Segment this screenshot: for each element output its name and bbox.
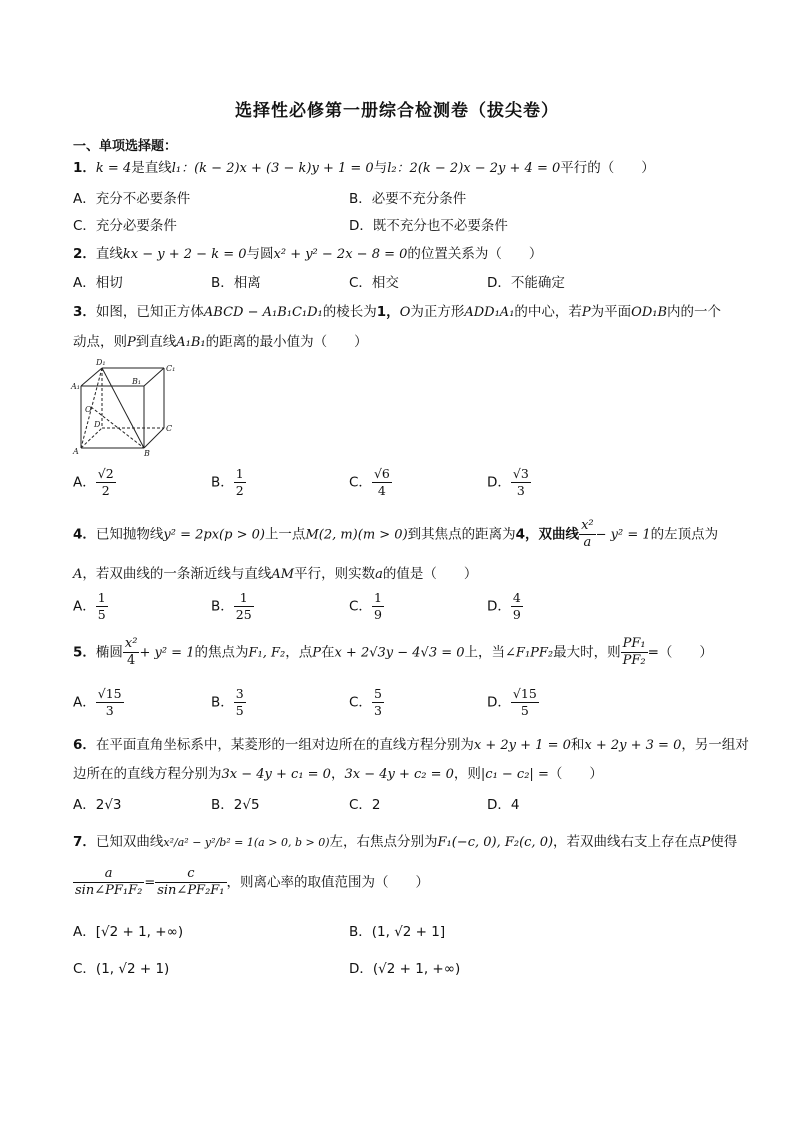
numerator: 1 [97,590,106,605]
math: A₁B₁ [176,335,206,350]
fraction [511,686,539,719]
option-c: C．充分必要条件 [73,218,177,234]
fraction [123,636,140,669]
option-d: D．4 [487,797,520,813]
numerator: 5 [373,686,382,701]
denominator: 3 [105,703,114,718]
label-d1: D₁ [96,358,106,367]
denominator: 9 [373,607,382,622]
numerator: √15 [512,686,537,701]
option-a [73,686,124,719]
text: 内的一个 [667,304,722,320]
text: ，点 [285,644,313,661]
text: 与圆 [246,246,274,262]
text: 的值是（ ） [382,566,478,582]
question-number: 3． [73,304,96,320]
math: ∠F₁PF₂ [505,645,554,661]
option-b: B．(1, √2 + 1] [349,924,446,940]
denominator: 5 [235,703,244,718]
option-label: B． [211,598,234,615]
option-a [73,590,108,623]
text: 与 [373,160,388,176]
fraction [155,866,226,899]
fraction [234,686,246,719]
option-label: A． [73,474,96,491]
text: 到其焦点的距离为 [407,526,516,543]
option-a [73,466,116,499]
denominator: 9 [512,607,521,622]
text: 为平面 [590,304,632,320]
option-d [487,590,523,623]
text: ，另一组对 [681,737,749,753]
math: P [312,645,321,661]
numerator: 3 [235,686,244,701]
denominator: 25 [235,607,252,622]
label-d: D [94,420,101,429]
text: 平行的（ ） [560,160,655,176]
label-a1: A₁ [71,382,80,391]
math: O [399,305,411,320]
numerator: a [73,866,144,883]
text: 的中心，若 [514,304,582,320]
fraction [511,590,523,623]
text: 上一点 [264,526,306,543]
question-7-stem-line2 [73,866,429,899]
math: OD₁B [631,305,668,320]
denominator: sin∠PF₂F₁ [157,883,225,898]
math: |c₁ − c₂| = [480,767,549,782]
text: 的焦点为 [194,644,249,661]
option-c: C．相交 [349,275,399,291]
math: ABCD − A₁B₁C₁D₁ [203,305,323,320]
math: P [581,305,591,320]
fraction [73,866,144,899]
question-6-stem-line2 [73,762,603,782]
fraction [372,466,392,499]
text: 是直线 [131,160,172,176]
numerator: 1 [373,590,382,605]
math: l₁：(k − 2)x + (3 − k)y + 1 = 0 [171,161,374,176]
option-label: C． [349,694,372,711]
text: =（ ） [647,644,713,661]
option-label: B． [211,694,234,711]
question-1-stem [73,156,655,176]
text: 直线 [95,246,123,262]
option-label: D． [487,474,511,491]
fraction [511,466,531,499]
option-c: C．(1, √2 + 1) [73,961,170,977]
math: x + 2y + 1 = 0 [473,738,571,753]
numerator: √3 [512,466,529,481]
label-b: B [144,449,150,458]
question-7-stem-line1 [73,830,737,850]
option-c [349,466,392,499]
text: 使得 [710,834,738,850]
text: 最大时，则 [553,644,621,661]
question-number: 1． [73,160,96,176]
math: + y² = 1 [139,645,195,661]
question-4-stem-line1 [73,518,718,551]
denominator: PF₂ [622,653,646,668]
text: （ ） [548,766,603,782]
numerator: √2 [97,466,114,481]
label-b1: B₁ [132,377,142,386]
option-label: D． [487,598,511,615]
text: 如图，已知正方体 [95,304,204,320]
math: F₁, F₂ [248,645,286,661]
option-label: A． [73,598,96,615]
math: a [375,567,383,582]
math: − y² = 1 [595,527,651,543]
fraction [372,686,384,719]
denominator: 4 [127,653,136,668]
numerator: 1 [234,590,254,607]
fraction [579,518,596,551]
option-a: A．[√2 + 1, +∞) [73,924,184,940]
option-label: C． [349,598,372,615]
text: ，则离心率的取值范围为（ ） [226,874,430,891]
fraction [96,590,108,623]
question-3-stem-line2 [73,330,368,350]
option-b: B．2√5 [211,797,260,813]
option-d [487,466,531,499]
option-d [487,686,539,719]
question-4-stem-line2 [73,562,477,582]
fraction [621,636,648,669]
option-b [211,686,246,719]
denominator: 2 [101,483,110,498]
math: 3x − 4y + c₁ = 0 [221,767,331,782]
option-b [211,590,254,623]
math: l₂：2(k − 2)x − 2y + 4 = 0 [387,161,561,176]
denominator: a [583,535,592,550]
option-label: A． [73,694,96,711]
text: 在平面直角坐标系中，某菱形的一组对边所在的直线方程分别为 [95,737,474,753]
math: x + 2√3y − 4√3 = 0 [334,645,465,661]
equals: = [144,875,156,891]
text: 在 [320,644,335,661]
label-o: O [85,405,92,414]
math: ADD₁A₁ [464,305,515,320]
text: 上，当 [464,644,506,661]
text: 边所在的直线方程分别为 [73,766,222,782]
text: ，则 [453,766,481,782]
option-c [349,590,384,623]
option-label: B． [211,474,234,491]
page-title: 选择性必修第一册综合检测卷（拔尖卷） [235,101,559,121]
math: y² = 2px(p > 0) [163,527,265,543]
option-c: C．2 [349,797,381,813]
text: 平行，则实数 [294,566,376,582]
denominator: sin∠PF₁F₂ [75,883,143,898]
section-heading: 一、单项选择题： [73,139,178,154]
label-a: A [73,447,79,456]
question-number: 7． [73,834,96,850]
label-c: C [166,424,173,433]
option-a: A．2√3 [73,797,122,813]
numerator: √6 [373,466,390,481]
denominator: 3 [516,483,525,498]
math: x + 2y + 3 = 0 [584,738,682,753]
text: 椭圆 [95,644,123,661]
denominator: 2 [235,483,244,498]
math: P [127,335,136,350]
denominator: 4 [377,483,386,498]
text: ， [330,766,345,782]
text: 的距离的最小值为（ ） [205,334,368,350]
math: x²/a² − y²/b² = 1(a > 0, b > 0) [163,836,330,849]
math: A [73,567,83,582]
question-3-stem-line1 [73,300,721,320]
text: 4，双曲线 [515,526,580,543]
option-a: A．相切 [73,275,123,291]
denominator: 5 [97,607,106,622]
text: ，若双曲线右支上存在点 [553,834,702,850]
question-2-stem [73,242,542,262]
question-number: 2． [73,246,96,262]
option-b: B．必要不充分条件 [349,191,467,207]
math: k = 4 [95,161,132,176]
numerator: √15 [97,686,122,701]
fraction [96,466,116,499]
denominator: 5 [520,703,529,718]
text: 到直线 [135,334,177,350]
math: x² + y² − 2x − 8 = 0 [273,247,408,262]
fraction [234,466,246,499]
text: 的左顶点为 [650,526,719,543]
option-d: D．(√2 + 1, +∞) [349,961,461,977]
option-label: D． [487,694,511,711]
numerator: 1 [235,466,244,481]
text: 动点，则 [73,334,127,350]
math: F₁(−c, 0), F₂(c, 0) [437,835,554,850]
text: 的棱长为 [322,304,377,320]
question-number: 4． [73,526,96,543]
text: 的位置关系为（ ） [407,246,543,262]
numerator: 4 [512,590,521,605]
label-c1: C₁ [166,364,176,373]
numerator: x² [581,518,594,533]
numerator: x² [124,636,138,651]
text: 和 [570,737,585,753]
fraction [372,590,384,623]
option-label: C． [349,474,372,491]
math: 3x − 4y + c₂ = 0 [344,767,454,782]
option-c [349,686,384,719]
option-d: D．不能确定 [487,275,565,291]
option-d: D．既不充分也不必要条件 [349,218,508,234]
text: 左，右焦点分别为 [329,834,438,850]
numerator: c [155,866,226,883]
text: 已知抛物线 [95,526,164,543]
math: AM [271,567,295,582]
text: 1， [376,304,400,320]
text: 为正方形 [410,304,465,320]
option-a: A．充分不必要条件 [73,191,191,207]
question-6-stem-line1 [73,733,749,753]
option-b: B．相离 [211,275,261,291]
math: M(2, m)(m > 0) [305,527,408,543]
question-number: 6． [73,737,96,753]
fraction [234,590,254,623]
numerator: PF₁ [622,636,646,651]
text: ，若双曲线的一条渐近线与直线 [82,566,272,582]
question-5-stem [73,636,713,669]
math: P [701,835,711,850]
cube-figure [66,354,186,458]
question-number: 5． [73,644,96,661]
fraction [96,686,124,719]
denominator: 3 [373,703,382,718]
text: 已知双曲线 [95,834,164,850]
math: kx − y + 2 − k = 0 [122,247,247,262]
option-b [211,466,246,499]
